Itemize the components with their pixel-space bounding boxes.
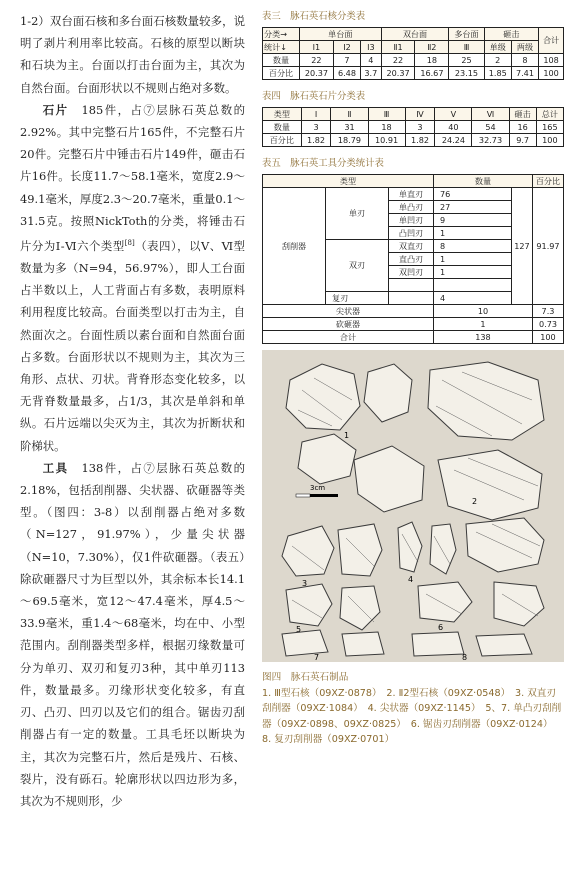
subtype-count: 8 <box>434 240 512 253</box>
corner-top: 分类→ <box>263 28 300 41</box>
cell: 3.7 <box>361 67 382 80</box>
subcol: Ⅱ1 <box>381 41 415 54</box>
cell: 25 <box>449 54 484 67</box>
artifact-1c <box>298 434 356 484</box>
paragraph-flakes <box>20 99 245 457</box>
cell: 1.82 <box>405 134 435 147</box>
figure-label: 2 <box>472 497 478 506</box>
table5-tools <box>262 174 564 344</box>
cell: 100 <box>539 67 564 80</box>
figure-caption <box>262 670 564 748</box>
total-count: 138 <box>434 331 533 344</box>
header-cell: Ⅳ <box>405 108 435 121</box>
subtype-count: 1 <box>434 253 512 266</box>
point-count: 10 <box>434 305 533 318</box>
artifact-drawings <box>262 350 564 662</box>
cell: 7.41 <box>511 67 538 80</box>
cell: 100 <box>536 134 563 147</box>
cell: 54 <box>472 121 509 134</box>
chopper-label: 砍砸器 <box>263 318 434 331</box>
subtype-blank <box>389 279 434 292</box>
row-label: 数量 <box>263 54 300 67</box>
figure-label: 6 <box>438 623 444 632</box>
figure-label: 4 <box>408 575 414 584</box>
artifact-figure <box>262 350 564 662</box>
group-bipolar: 砸击 <box>484 28 538 41</box>
scale-bar <box>296 484 338 497</box>
cell: 4 <box>361 54 382 67</box>
flakes-text-cont: （表四），以Ⅴ、Ⅵ型数量为多（N=94，56.97%），即人工台面占半数以上，人工背面占有多数，表明原料利用程度比较高。台面类型以打击为主，自然面次之。台面性质以素台面和自然面台面占多数。台面形状以不规则为主，其次为三角形、点状、刃状。背脊形态变化较多，以无背脊数量最多，占1/3，其次是单斜和单纵。石片远端以尖灭为主，其次为折断状和阶梯状。 <box>20 238 246 453</box>
header-cell: Ⅴ <box>435 108 472 121</box>
header-cell: 总计 <box>536 108 563 121</box>
subtype: 单凸刃 <box>389 201 434 214</box>
subtype: 凸凹刃 <box>389 227 434 240</box>
cell: 6.48 <box>333 67 360 80</box>
row-label: 百分比 <box>263 67 300 80</box>
cell: 数量 <box>263 121 302 134</box>
figure-label: 7 <box>314 653 320 662</box>
scraper-percent: 91.97 <box>532 188 563 305</box>
section-head-flakes: 石片 <box>42 102 69 117</box>
cell: 23.15 <box>449 67 484 80</box>
figure-label: 3 <box>302 579 308 588</box>
figure-caption-body: 1. Ⅲ型石核（09XZ·0878） 2. Ⅱ2型石核（09XZ·0548） 3. 双直刃刮削器（09XZ·1084） 4. 尖状器（09XZ·1145） 5、7. 单凸刃刮削器（09XZ·0898、09XZ·0825） 6. 锯齿刃刮削器（09XZ·0124） 8. 复刃刮削器（09XZ·0701） <box>262 687 562 745</box>
artifact-4b <box>430 524 456 574</box>
cell: 百分比 <box>263 134 302 147</box>
header-cell: 砸击 <box>509 108 536 121</box>
reference-mark: [8] <box>124 239 135 248</box>
subtype-count: 9 <box>434 214 512 227</box>
table3-caption: 表三 脉石英石核分类表 <box>262 11 366 22</box>
cell: 2 <box>484 54 511 67</box>
cell: 16 <box>509 121 536 134</box>
header-cell: 类型 <box>263 108 302 121</box>
cell: 3 <box>405 121 435 134</box>
cell: 165 <box>536 121 563 134</box>
table5-caption: 表五 脉石英工具分类统计表 <box>262 158 384 169</box>
artifact-3a <box>282 526 334 576</box>
cell: 22 <box>381 54 415 67</box>
artifact-6b <box>494 582 544 626</box>
subtype-count: 1 <box>434 227 512 240</box>
figure-caption-title: 图四 脉石英石制品 <box>262 672 349 683</box>
subcol: Ⅰ1 <box>300 41 334 54</box>
paragraph-tools <box>20 457 245 812</box>
cell: 1.82 <box>301 134 331 147</box>
header-count: 数量 <box>434 175 533 188</box>
left-column <box>20 10 245 812</box>
cell: 7 <box>333 54 360 67</box>
cell: 20.37 <box>381 67 415 80</box>
artifact-7b <box>342 632 384 656</box>
right-column <box>262 10 564 748</box>
cell: 20.37 <box>300 67 334 80</box>
total-percent: 100 <box>532 331 563 344</box>
artifact-7a <box>282 630 328 656</box>
artifact-4a <box>398 522 422 572</box>
cell: 1.85 <box>484 67 511 80</box>
scraper-label: 刮削器 <box>263 188 326 305</box>
cell: 10.91 <box>368 134 405 147</box>
cell: 18 <box>415 54 449 67</box>
subtype: 双直刃 <box>389 240 434 253</box>
subtype: 直凸刃 <box>389 253 434 266</box>
scale-label: 3cm <box>310 484 326 492</box>
artifact-6a <box>418 582 472 622</box>
subcol: 单级 <box>484 41 511 54</box>
cell: 18.79 <box>331 134 368 147</box>
table4-caption: 表四 脉石英石片分类表 <box>262 91 366 102</box>
group-total: 合计 <box>539 28 564 54</box>
figure-label: 8 <box>462 653 468 662</box>
header-type: 类型 <box>263 175 434 188</box>
subtype-count: 4 <box>434 292 512 305</box>
header-percent: 百分比 <box>532 175 563 188</box>
cell: 22 <box>300 54 334 67</box>
subcol: 两级 <box>511 41 538 54</box>
corner-bottom: 统计↓ <box>263 41 300 54</box>
cell: 9.7 <box>509 134 536 147</box>
cell: 31 <box>331 121 368 134</box>
flakes-text: 185件，占⑦层脉石英总数的2.92%。其中完整石片165件，不完整石片20件。完整石片中锤击石片149件，砸击石片16件。长度11.7～58.1毫米，宽度2.9～49.1毫米，厚度2.3～20.7毫米，重量0.1～31.5克。按照NickToth的分类，将锤击石片分为Ⅰ-Ⅵ六个类型 <box>20 102 245 253</box>
figure-label: 1 <box>344 431 350 440</box>
group-multi-platform: 多台面 <box>449 28 484 41</box>
header-cell: Ⅲ <box>368 108 405 121</box>
subtype: 双凹刃 <box>389 266 434 279</box>
subtype: 单直刃 <box>389 188 434 201</box>
section-head-tools: 工具 <box>42 460 69 475</box>
figure-label: 5 <box>296 625 302 634</box>
artifact-1b <box>364 364 412 422</box>
header-cell: Ⅰ <box>301 108 331 121</box>
subcol: Ⅰ3 <box>361 41 382 54</box>
artifact-8b <box>476 634 532 656</box>
cell: 8 <box>511 54 538 67</box>
subtype-count: 76 <box>434 188 512 201</box>
cell: 40 <box>435 121 472 134</box>
point-label: 尖状器 <box>263 305 434 318</box>
subtype-count: 1 <box>434 266 512 279</box>
group-double-platform: 双台面 <box>381 28 449 41</box>
point-percent: 7.3 <box>532 305 563 318</box>
artifact-5a <box>286 584 332 626</box>
table3-cores <box>262 27 564 80</box>
table4-flakes <box>262 107 564 147</box>
cell: 3 <box>301 121 331 134</box>
cell: 16.67 <box>415 67 449 80</box>
double-edge-label: 双刃 <box>326 240 389 292</box>
artifact-3b <box>338 524 382 576</box>
cell: 108 <box>539 54 564 67</box>
artifact-2a <box>428 362 544 440</box>
subtype-blank <box>389 292 434 305</box>
paragraph-core-summary: 1-2）双台面石核和多台面石核数量较多，说明了剥片利用率比较高。石核的原型以断块和石块为主。台面以打击台面为主，其次为自然台面。台面形状以不规则占绝对多数。 <box>20 14 245 95</box>
subcol: Ⅱ2 <box>415 41 449 54</box>
chopper-count: 1 <box>434 318 533 331</box>
total-label: 合计 <box>263 331 434 344</box>
cell: 32.73 <box>472 134 509 147</box>
single-edge-label: 单刃 <box>326 188 389 240</box>
header-cell: Ⅱ <box>331 108 368 121</box>
artifact-4c <box>466 518 544 572</box>
subtype-count: 27 <box>434 201 512 214</box>
scraper-total: 127 <box>512 188 533 305</box>
subcol: Ⅲ <box>449 41 484 54</box>
tools-text: 138件，占⑦层脉石英总数的2.18%，包括刮削器、尖状器、砍砸器等类型。（图四：3-8）以刮削器占绝对多数（N=127，91.97%），少量尖状器（N=10，7.30%），仅1件砍砸器。（表五）除砍砸器尺寸为巨型以外，其余标本长14.1～69.5毫米，宽12～47.4毫米，厚4.5～33.9毫米，重1.4～68毫米，均在中、小型范围内。刮削器类型多样，根据刃缘数量可分为单刃、双刃和复刃3种，其中单刃113件，数量最多。刃缘形状变化较多，有直刃、凸刃、凹刃以及它们的组合。锯齿刃刮削器占有一定的数量。工具毛坯以断块为主，其次为完整石片，然后是残片、石核、裂片，没有砾石。轮廓形状以四边形为多，其次为不规则形，少 <box>20 460 245 808</box>
cell: 18 <box>368 121 405 134</box>
subtype: 单凹刃 <box>389 214 434 227</box>
group-single-platform: 单台面 <box>300 28 382 41</box>
artifact-2c <box>438 450 542 520</box>
artifact-8a <box>412 632 464 656</box>
subcol: Ⅰ2 <box>333 41 360 54</box>
cell: 24.24 <box>435 134 472 147</box>
artifact-1a <box>286 364 360 430</box>
header-cell: Ⅵ <box>472 108 509 121</box>
multi-edge-label: 复刃 <box>326 292 389 305</box>
chopper-percent: 0.73 <box>532 318 563 331</box>
subtype-count-blank <box>434 279 512 292</box>
artifact-2b <box>354 446 424 512</box>
